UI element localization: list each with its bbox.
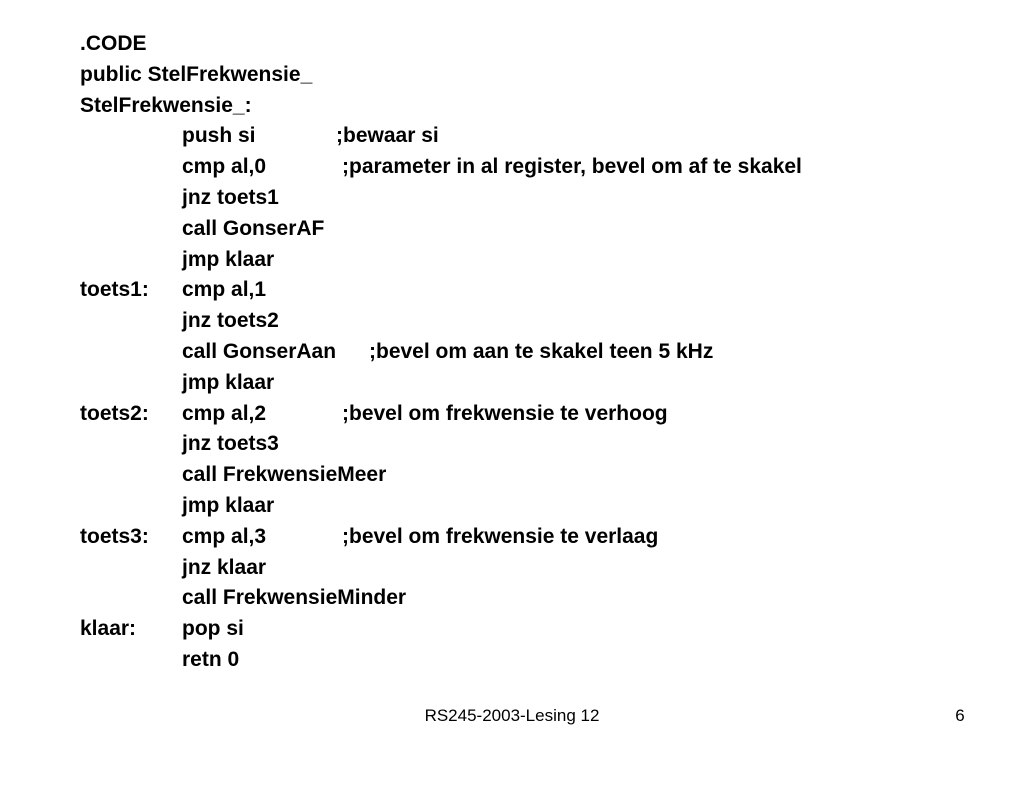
code-instruction: call GonserAan bbox=[182, 339, 337, 363]
code-instruction: push si bbox=[182, 124, 256, 148]
code-label: toets1: bbox=[80, 278, 149, 302]
page-number: 6 bbox=[955, 706, 965, 725]
code-comment: ;bevel om frekwensie te verhoog bbox=[342, 401, 668, 425]
code-line bbox=[80, 152, 980, 183]
footer-title: RS245-2003-Lesing 12 bbox=[424, 706, 600, 725]
code-instruction: cmp al,3 bbox=[182, 524, 267, 548]
code-instruction: call GonserAF bbox=[182, 216, 325, 240]
code-line bbox=[80, 399, 980, 430]
code-line bbox=[80, 60, 980, 91]
code-line bbox=[80, 275, 980, 306]
code-instruction: cmp al,2 bbox=[182, 401, 267, 425]
code-instruction: call FrekwensieMeer bbox=[182, 463, 387, 487]
code-instruction: cmp al,0 bbox=[182, 155, 267, 179]
code-label: klaar: bbox=[80, 617, 137, 641]
code-comment: ;parameter in al register, bevel om af te skakel bbox=[342, 155, 802, 179]
code-line bbox=[80, 306, 980, 337]
code-instruction: jnz toets1 bbox=[182, 185, 279, 209]
code-label: StelFrekwensie_: bbox=[80, 93, 252, 117]
code-line bbox=[80, 183, 980, 214]
code-label: toets3: bbox=[80, 524, 149, 548]
code-line bbox=[80, 429, 980, 460]
code-line bbox=[80, 491, 980, 522]
code-instruction: jmp klaar bbox=[182, 493, 275, 517]
code-line bbox=[80, 337, 980, 368]
code-instruction: call FrekwensieMinder bbox=[182, 586, 407, 610]
code-comment: ;bevel om frekwensie te verlaag bbox=[342, 524, 659, 548]
code-line bbox=[80, 553, 980, 584]
code-line bbox=[80, 245, 980, 276]
code-line bbox=[80, 522, 980, 553]
code-line bbox=[80, 645, 980, 676]
code-line bbox=[80, 91, 980, 122]
code-line bbox=[80, 583, 980, 614]
code-line bbox=[80, 121, 980, 152]
code-instruction: jnz toets2 bbox=[182, 309, 279, 333]
code-line bbox=[80, 29, 980, 60]
code-instruction: jnz toets3 bbox=[182, 432, 279, 456]
code-label: toets2: bbox=[80, 401, 149, 425]
code-line bbox=[80, 214, 980, 245]
code-instruction: cmp al,1 bbox=[182, 278, 267, 302]
code-directive: public StelFrekwensie_ bbox=[80, 62, 313, 86]
code-comment: ;bewaar si bbox=[336, 124, 439, 148]
code-listing bbox=[80, 29, 980, 676]
code-line bbox=[80, 368, 980, 399]
code-line bbox=[80, 460, 980, 491]
code-instruction: retn 0 bbox=[182, 647, 240, 671]
code-instruction: jmp klaar bbox=[182, 247, 275, 271]
code-instruction: pop si bbox=[182, 617, 244, 641]
code-comment: ;bevel om aan te skakel teen 5 kHz bbox=[369, 339, 714, 363]
code-line bbox=[80, 614, 980, 645]
code-directive: .CODE bbox=[80, 32, 147, 55]
code-instruction: jnz klaar bbox=[182, 555, 267, 579]
code-instruction: jmp klaar bbox=[182, 370, 275, 394]
